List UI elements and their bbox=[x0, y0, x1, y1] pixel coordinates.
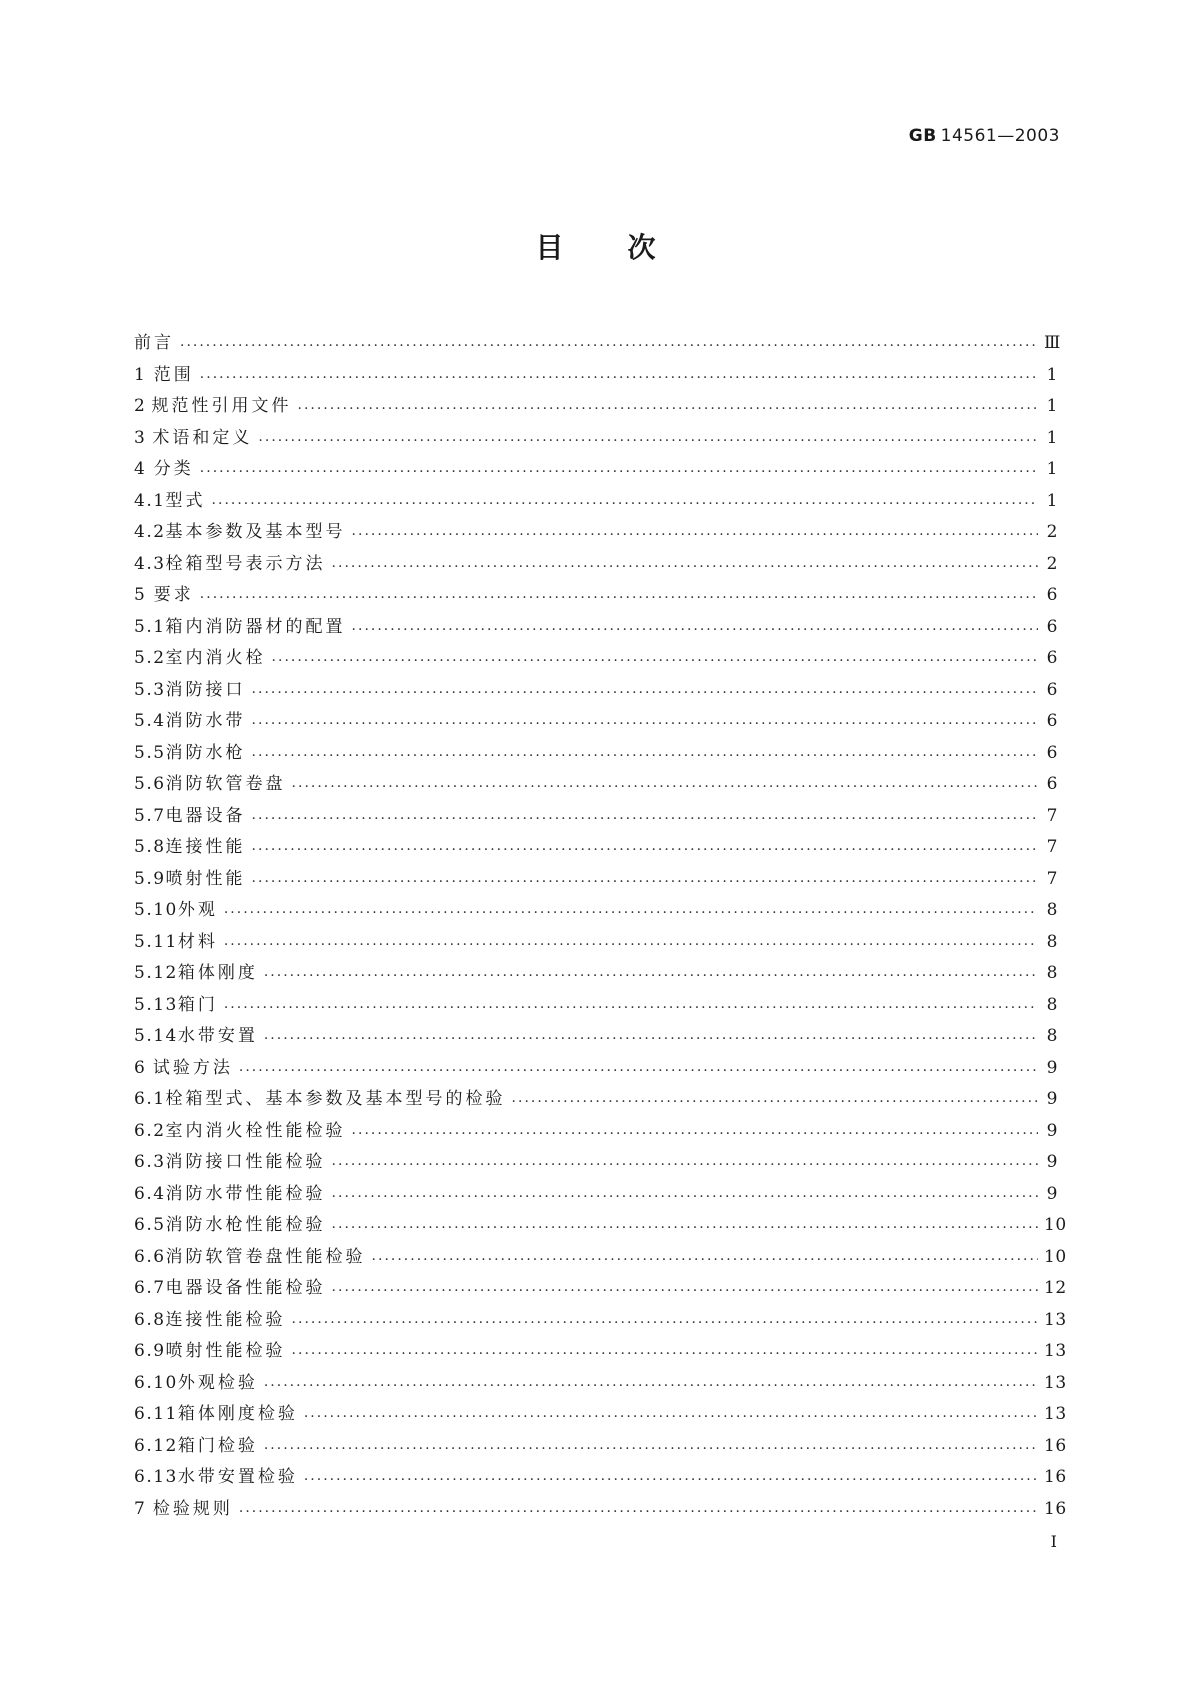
toc-leader-dots bbox=[264, 1441, 1038, 1459]
toc-entry-label: 材料 bbox=[177, 931, 218, 952]
toc-entry[interactable] bbox=[134, 1210, 1067, 1242]
toc-entry[interactable] bbox=[134, 958, 1058, 990]
toc-entry-label: 消防软管卷盘性能检验 bbox=[165, 1246, 366, 1267]
toc-entry[interactable] bbox=[134, 738, 1058, 770]
toc-entry[interactable] bbox=[134, 1431, 1067, 1463]
toc-entry-label: 分类 bbox=[153, 459, 194, 479]
toc-entry-page: 9 bbox=[1046, 1120, 1058, 1141]
toc-entry-page: 9 bbox=[1046, 1089, 1058, 1109]
toc-entry-page: Ⅲ bbox=[1044, 333, 1061, 353]
toc-entry-label: 连接性能 bbox=[165, 837, 246, 857]
toc-entry-page: 2 bbox=[1046, 522, 1058, 542]
toc-entry-page: 8 bbox=[1046, 931, 1058, 952]
toc-entry-page: 6 bbox=[1046, 616, 1058, 637]
toc-leader-dots bbox=[272, 653, 1038, 671]
toc-entry[interactable] bbox=[134, 769, 1058, 801]
toc-entry-number: 5.12 bbox=[134, 963, 178, 983]
toc-entry-number: 6.11 bbox=[134, 1404, 178, 1424]
toc-entry-number: 6.12 bbox=[134, 1435, 178, 1456]
toc-entry-label: 规范性引用文件 bbox=[151, 396, 292, 416]
toc-entry-page: 12 bbox=[1044, 1278, 1067, 1298]
toc-leader-dots bbox=[304, 1409, 1038, 1427]
toc-leader-dots bbox=[239, 1504, 1038, 1522]
toc-entry-label: 要求 bbox=[153, 585, 194, 605]
toc-entry-label: 消防接口 bbox=[165, 679, 246, 700]
toc-entry-label: 喷射性能 bbox=[165, 868, 246, 889]
toc-entry-number: 4.3 bbox=[134, 553, 166, 574]
toc-entry[interactable] bbox=[134, 706, 1058, 738]
toc-entry-page: 9 bbox=[1046, 1152, 1058, 1172]
toc-leader-dots bbox=[264, 1378, 1038, 1396]
toc-leader-dots bbox=[264, 1031, 1038, 1049]
toc-entry-label: 消防水带 bbox=[165, 711, 246, 731]
toc-entry-number: 5.9 bbox=[134, 868, 166, 889]
toc-entry-page: 16 bbox=[1044, 1435, 1067, 1456]
toc-entry[interactable] bbox=[134, 1242, 1067, 1274]
toc-entry-label: 栓箱型号表示方法 bbox=[165, 553, 326, 574]
toc-entry[interactable] bbox=[134, 360, 1058, 392]
toc-entry-number: 1 bbox=[134, 364, 147, 385]
toc-entry[interactable] bbox=[134, 486, 1058, 518]
toc-leader-dots bbox=[332, 1189, 1038, 1207]
toc-entry[interactable] bbox=[134, 1462, 1067, 1494]
toc-entry-label: 外观 bbox=[177, 900, 218, 920]
toc-entry-number: 5.7 bbox=[134, 805, 166, 826]
toc-leader-dots bbox=[224, 1000, 1038, 1018]
toc-entry[interactable] bbox=[134, 990, 1058, 1022]
toc-entry-page: 1 bbox=[1046, 427, 1058, 448]
toc-entry-label: 前言 bbox=[134, 333, 174, 353]
toc-entry[interactable] bbox=[134, 1147, 1058, 1179]
toc-entry-number: 6.5 bbox=[134, 1215, 166, 1235]
toc-leader-dots bbox=[352, 527, 1038, 545]
toc-entry-label: 消防水带性能检验 bbox=[165, 1183, 326, 1204]
toc-entry[interactable] bbox=[134, 1494, 1067, 1526]
toc-entry-number: 3 bbox=[134, 427, 147, 448]
toc-entry[interactable] bbox=[134, 643, 1058, 675]
toc-entry-label: 箱体刚度 bbox=[177, 963, 258, 983]
toc-entry-label: 水带安置检验 bbox=[177, 1467, 298, 1487]
toc-entry-label: 检验规则 bbox=[152, 1498, 233, 1519]
toc-entry-label: 电器设备 bbox=[165, 805, 246, 826]
toc-entry-page: 1 bbox=[1046, 490, 1058, 511]
toc-entry-label: 水带安置 bbox=[177, 1026, 258, 1046]
standard-number: 14561—2003 bbox=[940, 126, 1060, 146]
toc-entry[interactable] bbox=[134, 612, 1058, 644]
toc-leader-dots bbox=[352, 622, 1038, 640]
toc-entry-number: 6.3 bbox=[134, 1152, 166, 1172]
toc-entry-page: 1 bbox=[1046, 396, 1058, 416]
toc-leader-dots bbox=[252, 874, 1038, 892]
toc-leader-dots bbox=[264, 968, 1038, 986]
toc-entry-page: 8 bbox=[1046, 963, 1058, 983]
page-title: 目次 bbox=[535, 231, 720, 264]
toc-entry[interactable] bbox=[134, 1084, 1058, 1116]
toc-entry[interactable] bbox=[134, 1336, 1067, 1368]
toc-leader-dots bbox=[252, 748, 1038, 766]
toc-entry[interactable] bbox=[134, 1053, 1058, 1085]
toc-leader-dots bbox=[224, 937, 1038, 955]
toc-leader-dots bbox=[212, 496, 1038, 514]
toc-entry[interactable] bbox=[134, 1273, 1067, 1305]
page-folio: Ⅰ bbox=[1050, 1532, 1057, 1551]
toc-leader-dots bbox=[372, 1252, 1038, 1270]
toc-entry-page: 9 bbox=[1046, 1057, 1058, 1078]
toc-entry-page: 13 bbox=[1044, 1372, 1067, 1393]
toc-entry-number: 5.5 bbox=[134, 742, 166, 763]
toc-leader-dots bbox=[180, 338, 1038, 356]
toc-leader-dots bbox=[200, 590, 1038, 608]
toc-entry-label: 消防水枪 bbox=[165, 742, 246, 763]
toc-entry-label: 室内消火栓 bbox=[165, 648, 266, 668]
toc-entry-number: 6.8 bbox=[134, 1309, 166, 1330]
toc-entry-number: 5.14 bbox=[134, 1026, 178, 1046]
toc-leader-dots bbox=[292, 1315, 1038, 1333]
toc-entry[interactable] bbox=[134, 423, 1058, 455]
toc-entry[interactable] bbox=[134, 549, 1058, 581]
toc-entry-number: 5.2 bbox=[134, 648, 166, 668]
toc-leader-dots bbox=[292, 779, 1038, 797]
toc-entry-number: 5.4 bbox=[134, 711, 166, 731]
toc-entry-page: 1 bbox=[1046, 364, 1058, 385]
toc-entry-page: 13 bbox=[1044, 1341, 1067, 1361]
toc-entry-label: 箱体刚度检验 bbox=[177, 1404, 298, 1424]
toc-entry-label: 箱内消防器材的配置 bbox=[165, 616, 346, 637]
toc-entry-page: 6 bbox=[1046, 742, 1058, 763]
toc-entry-page: 7 bbox=[1046, 805, 1058, 826]
toc-entry-label: 喷射性能检验 bbox=[165, 1341, 286, 1361]
toc-entry-number: 6.6 bbox=[134, 1246, 166, 1267]
toc-entry-page: 9 bbox=[1046, 1183, 1058, 1204]
toc-leader-dots bbox=[252, 842, 1038, 860]
toc-entry-number: 6.13 bbox=[134, 1467, 178, 1487]
toc-entry-number: 4.1 bbox=[134, 490, 166, 511]
toc-entry-page: 8 bbox=[1046, 900, 1058, 920]
toc-entry[interactable] bbox=[134, 1368, 1067, 1400]
toc-entry-label: 连接性能检验 bbox=[165, 1309, 286, 1330]
toc-leader-dots bbox=[224, 905, 1038, 923]
toc-entry-page: 16 bbox=[1044, 1467, 1067, 1487]
toc-entry-number: 6.9 bbox=[134, 1341, 166, 1361]
toc-entry-page: 8 bbox=[1046, 994, 1058, 1015]
toc-entry-label: 消防接口性能检验 bbox=[165, 1152, 326, 1172]
toc-entry-number: 5.8 bbox=[134, 837, 166, 857]
toc-entry-page: 6 bbox=[1046, 679, 1058, 700]
toc-entry[interactable] bbox=[134, 1021, 1058, 1053]
toc-entry-page: 1 bbox=[1046, 459, 1058, 479]
toc-entry[interactable] bbox=[134, 391, 1058, 423]
toc-entry-number: 5.10 bbox=[134, 900, 178, 920]
toc-entry-number: 6 bbox=[134, 1057, 147, 1078]
toc-entry-page: 6 bbox=[1046, 585, 1058, 605]
toc-entry-label: 室内消火栓性能检验 bbox=[165, 1120, 346, 1141]
toc-entry-page: 6 bbox=[1046, 711, 1058, 731]
toc-leader-dots bbox=[332, 1157, 1038, 1175]
toc-entry-number: 5.11 bbox=[134, 931, 178, 952]
toc-entry-label: 型式 bbox=[165, 490, 206, 511]
toc-leader-dots bbox=[332, 559, 1038, 577]
toc-entry[interactable] bbox=[134, 801, 1058, 833]
toc-leader-dots bbox=[304, 1472, 1038, 1490]
toc-entry-page: 2 bbox=[1046, 553, 1058, 574]
toc-entry-label: 消防软管卷盘 bbox=[165, 774, 286, 794]
toc-entry[interactable] bbox=[134, 1399, 1067, 1431]
toc-entry-page: 13 bbox=[1044, 1309, 1067, 1330]
toc-entry-page: 6 bbox=[1046, 774, 1058, 794]
toc-entry-label: 箱门检验 bbox=[177, 1435, 258, 1456]
toc-entry-label: 电器设备性能检验 bbox=[165, 1278, 326, 1298]
toc-entry[interactable] bbox=[134, 580, 1058, 612]
toc-entry[interactable] bbox=[134, 1179, 1058, 1211]
toc-entry-label: 基本参数及基本型号 bbox=[165, 522, 346, 542]
toc-entry[interactable] bbox=[134, 1305, 1067, 1337]
toc-entry-number: 6.1 bbox=[134, 1089, 166, 1109]
toc-leader-dots bbox=[292, 1346, 1038, 1364]
toc-entry-number: 5.6 bbox=[134, 774, 166, 794]
toc-entry-page: 7 bbox=[1046, 868, 1058, 889]
toc-entry-page: 13 bbox=[1044, 1404, 1067, 1424]
toc-entry-label: 栓箱型式、基本参数及基本型号的检验 bbox=[165, 1089, 506, 1109]
toc-entry-label: 外观检验 bbox=[177, 1372, 258, 1393]
toc-leader-dots bbox=[258, 433, 1038, 451]
toc-entry-label: 试验方法 bbox=[152, 1057, 233, 1078]
toc-entry-number: 2 bbox=[134, 396, 147, 416]
toc-entry-number: 5.1 bbox=[134, 616, 166, 637]
toc-leader-dots bbox=[252, 685, 1038, 703]
toc-entry-number: 5 bbox=[134, 585, 147, 605]
toc-entry[interactable] bbox=[134, 517, 1058, 549]
standard-prefix: GB bbox=[908, 126, 937, 146]
toc-entry[interactable] bbox=[134, 895, 1058, 927]
toc-entry-label: 范围 bbox=[153, 364, 194, 385]
toc-entry[interactable] bbox=[134, 832, 1058, 864]
toc-entry[interactable] bbox=[134, 328, 1061, 360]
toc-leader-dots bbox=[200, 370, 1038, 388]
toc-entry-label: 术语和定义 bbox=[152, 427, 253, 448]
toc-entry-number: 4 bbox=[134, 459, 147, 479]
toc-entry-number: 5.13 bbox=[134, 994, 178, 1015]
toc-entry-number: 4.2 bbox=[134, 522, 166, 542]
standard-code bbox=[909, 126, 1060, 146]
toc-entry[interactable] bbox=[134, 927, 1058, 959]
toc-entry[interactable] bbox=[134, 864, 1058, 896]
toc-entry-number: 6.4 bbox=[134, 1183, 166, 1204]
toc-entry-number: 6.7 bbox=[134, 1278, 166, 1298]
toc-leader-dots bbox=[252, 716, 1038, 734]
table-of-contents bbox=[134, 328, 1067, 1525]
toc-entry[interactable] bbox=[134, 675, 1058, 707]
toc-leader-dots bbox=[252, 811, 1038, 829]
toc-entry-label: 消防水枪性能检验 bbox=[165, 1215, 326, 1235]
toc-entry-label: 箱门 bbox=[177, 994, 218, 1015]
toc-leader-dots bbox=[239, 1063, 1038, 1081]
toc-entry-page: 10 bbox=[1044, 1215, 1067, 1235]
toc-leader-dots bbox=[200, 464, 1038, 482]
toc-leader-dots bbox=[298, 401, 1039, 419]
toc-entry-page: 7 bbox=[1046, 837, 1058, 857]
toc-entry-page: 6 bbox=[1046, 648, 1058, 668]
toc-entry-page: 10 bbox=[1044, 1246, 1067, 1267]
toc-entry[interactable] bbox=[134, 1116, 1058, 1148]
toc-entry[interactable] bbox=[134, 454, 1058, 486]
toc-leader-dots bbox=[332, 1220, 1038, 1238]
toc-entry-number: 7 bbox=[134, 1498, 147, 1519]
toc-leader-dots bbox=[352, 1126, 1038, 1144]
toc-entry-page: 8 bbox=[1046, 1026, 1058, 1046]
toc-leader-dots bbox=[512, 1094, 1038, 1112]
toc-entry-number: 6.10 bbox=[134, 1372, 178, 1393]
toc-entry-number: 6.2 bbox=[134, 1120, 166, 1141]
toc-entry-number: 5.3 bbox=[134, 679, 166, 700]
toc-leader-dots bbox=[332, 1283, 1038, 1301]
toc-entry-page: 16 bbox=[1044, 1498, 1067, 1519]
